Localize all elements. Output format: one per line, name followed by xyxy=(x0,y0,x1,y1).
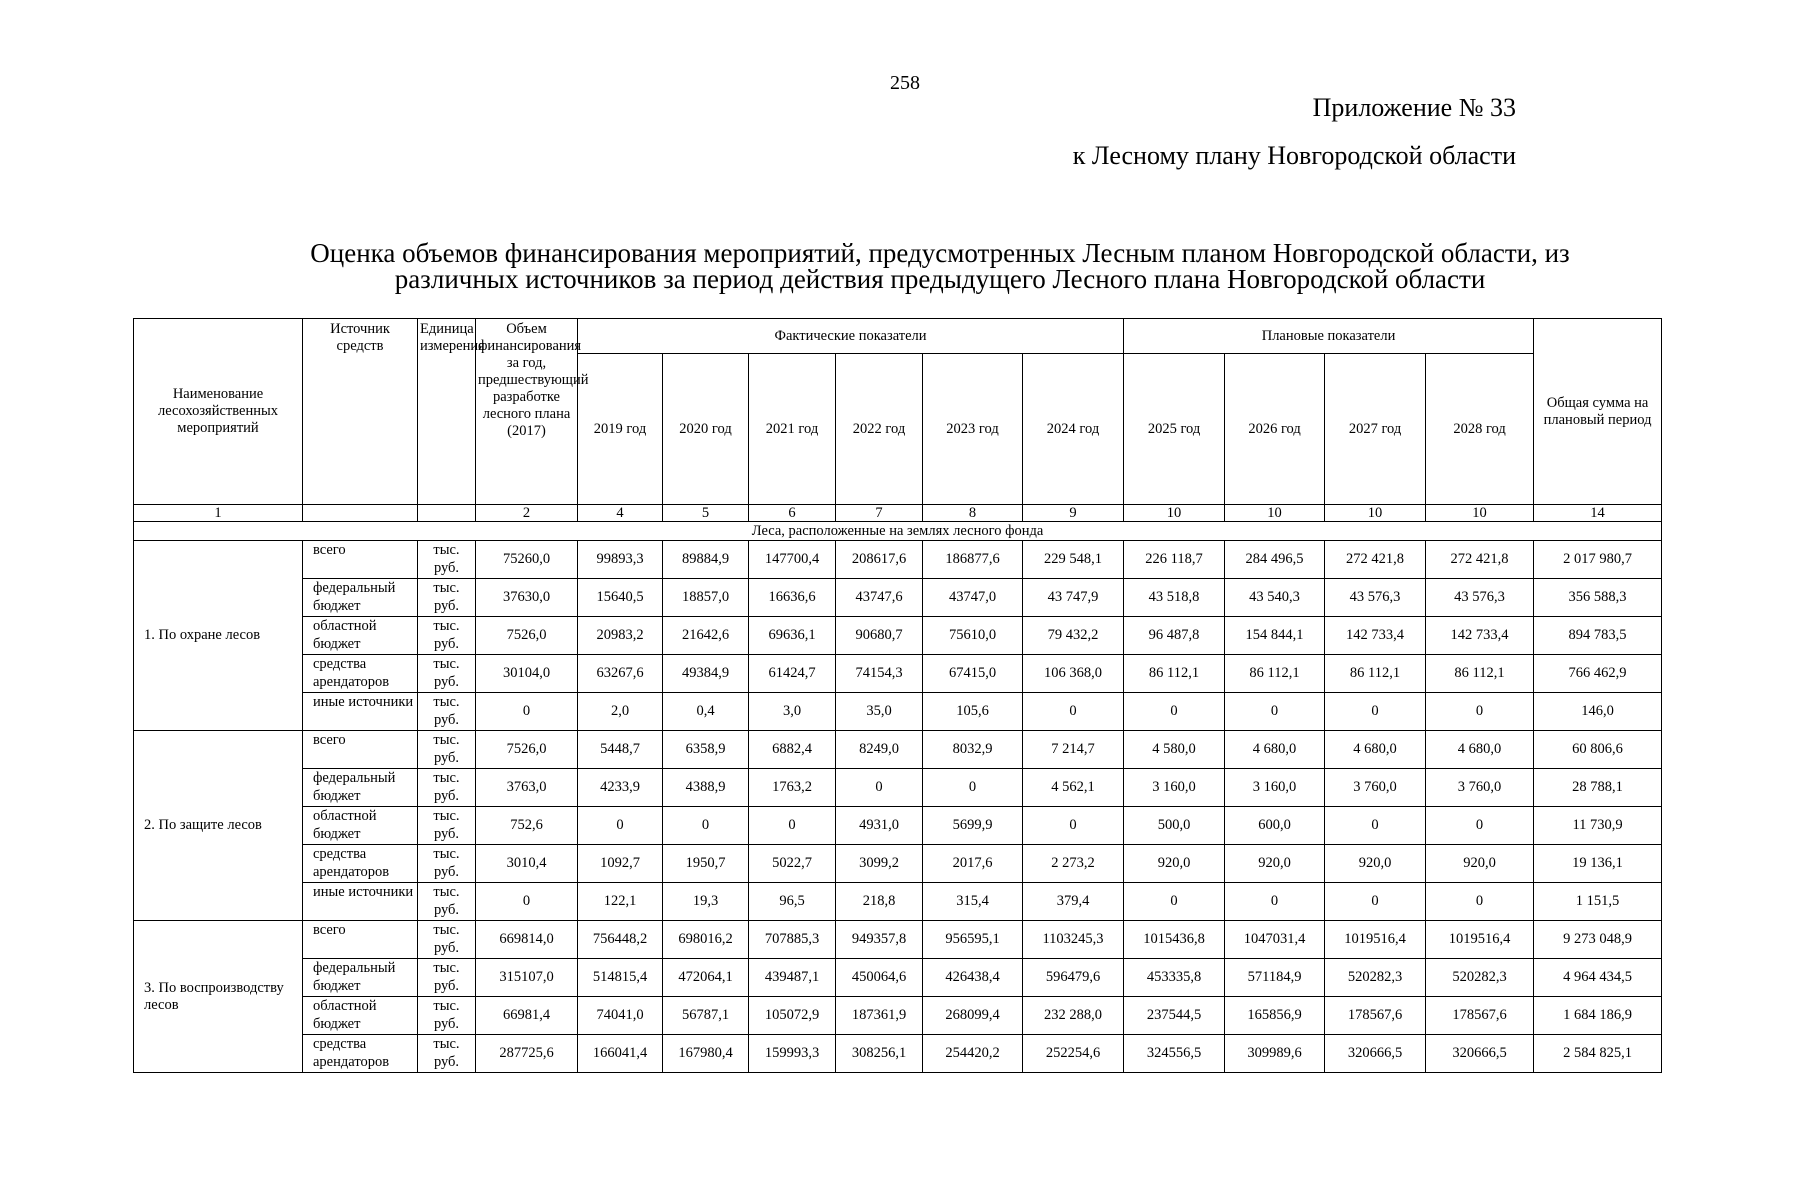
value-cell: 2 273,2 xyxy=(1023,845,1124,883)
value-cell: 500,0 xyxy=(1124,807,1225,845)
value-cell: 1103245,3 xyxy=(1023,921,1124,959)
column-number: 10 xyxy=(1225,505,1325,522)
value-cell: 75260,0 xyxy=(476,541,578,579)
header-year: 2028 год xyxy=(1426,354,1534,505)
value-cell: 2017,6 xyxy=(923,845,1023,883)
unit-cell: тыс. руб. xyxy=(418,883,476,921)
value-cell: 67415,0 xyxy=(923,655,1023,693)
value-cell: 105072,9 xyxy=(749,997,836,1035)
value-cell: 4388,9 xyxy=(663,769,749,807)
value-cell: 56787,1 xyxy=(663,997,749,1035)
source-cell: иные источники xyxy=(303,693,418,731)
page-number: 258 xyxy=(890,72,920,94)
source-cell: средства арендаторов xyxy=(303,1035,418,1073)
header-planned: Плановые показатели xyxy=(1124,319,1534,354)
value-cell: 8249,0 xyxy=(836,731,923,769)
value-cell: 1019516,4 xyxy=(1325,921,1426,959)
value-cell: 0 xyxy=(1325,807,1426,845)
unit-cell: тыс. руб. xyxy=(418,807,476,845)
value-cell: 16636,6 xyxy=(749,579,836,617)
value-cell: 472064,1 xyxy=(663,959,749,997)
source-cell: областной бюджет xyxy=(303,617,418,655)
table-row xyxy=(134,959,1662,997)
section-label: Леса, расположенные на землях лесного фонда xyxy=(134,522,1662,541)
column-number: 14 xyxy=(1534,505,1662,522)
header-year: 2024 год xyxy=(1023,354,1124,505)
value-cell: 439487,1 xyxy=(749,959,836,997)
value-cell: 315,4 xyxy=(923,883,1023,921)
header-volume-2017: Объем финансирования за год, предшествующий разработке лесного плана (2017) xyxy=(476,319,578,505)
value-cell: 60 806,6 xyxy=(1534,731,1662,769)
title-line-1: Оценка объемов финансирования мероприятий, предусмотренных Лесным планом Новгородской области, из xyxy=(310,238,1570,268)
value-cell: 1047031,4 xyxy=(1225,921,1325,959)
value-cell: 96,5 xyxy=(749,883,836,921)
column-number: 6 xyxy=(749,505,836,522)
value-cell: 520282,3 xyxy=(1325,959,1426,997)
value-cell: 43 540,3 xyxy=(1225,579,1325,617)
value-cell: 0 xyxy=(923,769,1023,807)
value-cell: 90680,7 xyxy=(836,617,923,655)
value-cell: 1092,7 xyxy=(578,845,663,883)
activity-name: 1. По охране лесов xyxy=(134,541,303,731)
value-cell: 4 680,0 xyxy=(1225,731,1325,769)
value-cell: 3 160,0 xyxy=(1225,769,1325,807)
value-cell: 86 112,1 xyxy=(1325,655,1426,693)
column-number: 4 xyxy=(578,505,663,522)
value-cell: 571184,9 xyxy=(1225,959,1325,997)
unit-cell: тыс. руб. xyxy=(418,997,476,1035)
value-cell: 86 112,1 xyxy=(1124,655,1225,693)
value-cell: 142 733,4 xyxy=(1426,617,1534,655)
column-number: 10 xyxy=(1426,505,1534,522)
value-cell: 11 730,9 xyxy=(1534,807,1662,845)
table-row xyxy=(134,579,1662,617)
value-cell: 166041,4 xyxy=(578,1035,663,1073)
value-cell: 4 680,0 xyxy=(1325,731,1426,769)
value-cell: 0,4 xyxy=(663,693,749,731)
value-cell: 1 151,5 xyxy=(1534,883,1662,921)
value-cell: 226 118,7 xyxy=(1124,541,1225,579)
table-row xyxy=(134,731,1662,769)
value-cell: 0 xyxy=(1325,883,1426,921)
value-cell: 74154,3 xyxy=(836,655,923,693)
value-cell: 920,0 xyxy=(1325,845,1426,883)
value-cell: 146,0 xyxy=(1534,693,1662,731)
value-cell: 3,0 xyxy=(749,693,836,731)
value-cell: 0 xyxy=(1426,807,1534,845)
header-year: 2019 год xyxy=(578,354,663,505)
value-cell: 4 680,0 xyxy=(1426,731,1534,769)
value-cell: 37630,0 xyxy=(476,579,578,617)
value-cell: 514815,4 xyxy=(578,959,663,997)
header-year: 2023 год xyxy=(923,354,1023,505)
value-cell: 66981,4 xyxy=(476,997,578,1035)
value-cell: 320666,5 xyxy=(1325,1035,1426,1073)
value-cell: 0 xyxy=(1124,693,1225,731)
value-cell: 756448,2 xyxy=(578,921,663,959)
unit-cell: тыс. руб. xyxy=(418,769,476,807)
value-cell: 3 760,0 xyxy=(1325,769,1426,807)
value-cell: 0 xyxy=(1023,807,1124,845)
activity-name: 2. По защите лесов xyxy=(134,731,303,921)
value-cell: 21642,6 xyxy=(663,617,749,655)
value-cell: 4931,0 xyxy=(836,807,923,845)
value-cell: 0 xyxy=(1225,693,1325,731)
value-cell: 0 xyxy=(1124,883,1225,921)
source-cell: средства арендаторов xyxy=(303,845,418,883)
column-number: 10 xyxy=(1124,505,1225,522)
value-cell: 6358,9 xyxy=(663,731,749,769)
value-cell: 75610,0 xyxy=(923,617,1023,655)
unit-cell: тыс. руб. xyxy=(418,693,476,731)
source-cell: иные источники xyxy=(303,883,418,921)
value-cell: 19,3 xyxy=(663,883,749,921)
value-cell: 106 368,0 xyxy=(1023,655,1124,693)
value-cell: 450064,6 xyxy=(836,959,923,997)
value-cell: 147700,4 xyxy=(749,541,836,579)
value-cell: 154 844,1 xyxy=(1225,617,1325,655)
value-cell: 1 684 186,9 xyxy=(1534,997,1662,1035)
column-number: 5 xyxy=(663,505,749,522)
value-cell: 229 548,1 xyxy=(1023,541,1124,579)
header-unit: Единица измерения xyxy=(418,319,476,505)
table-row xyxy=(134,617,1662,655)
unit-cell: тыс. руб. xyxy=(418,1035,476,1073)
value-cell: 178567,6 xyxy=(1325,997,1426,1035)
table-row xyxy=(134,693,1662,731)
header-actual: Фактические показатели xyxy=(578,319,1124,354)
source-cell: всего xyxy=(303,921,418,959)
unit-cell: тыс. руб. xyxy=(418,845,476,883)
value-cell: 324556,5 xyxy=(1124,1035,1225,1073)
value-cell: 309989,6 xyxy=(1225,1035,1325,1073)
table-row xyxy=(134,541,1662,579)
value-cell: 2,0 xyxy=(578,693,663,731)
value-cell: 0 xyxy=(578,807,663,845)
value-cell: 894 783,5 xyxy=(1534,617,1662,655)
value-cell: 43 518,8 xyxy=(1124,579,1225,617)
header-year: 2026 год xyxy=(1225,354,1325,505)
section-row xyxy=(134,522,1662,541)
value-cell: 287725,6 xyxy=(476,1035,578,1073)
table-row xyxy=(134,997,1662,1035)
value-cell: 0 xyxy=(749,807,836,845)
column-number xyxy=(418,505,476,522)
table-row xyxy=(134,807,1662,845)
header-source: Источник средств xyxy=(303,319,418,505)
header-year: 2025 год xyxy=(1124,354,1225,505)
table-row xyxy=(134,921,1662,959)
value-cell: 43 576,3 xyxy=(1325,579,1426,617)
value-cell: 5448,7 xyxy=(578,731,663,769)
value-cell: 122,1 xyxy=(578,883,663,921)
value-cell: 920,0 xyxy=(1225,845,1325,883)
appendix-title: Приложение № 33 xyxy=(1312,93,1516,122)
value-cell: 0 xyxy=(663,807,749,845)
value-cell: 43 576,3 xyxy=(1426,579,1534,617)
value-cell: 252254,6 xyxy=(1023,1035,1124,1073)
value-cell: 18857,0 xyxy=(663,579,749,617)
value-cell: 5699,9 xyxy=(923,807,1023,845)
value-cell: 2 017 980,7 xyxy=(1534,541,1662,579)
unit-cell: тыс. руб. xyxy=(418,655,476,693)
table-row xyxy=(134,883,1662,921)
value-cell: 3 160,0 xyxy=(1124,769,1225,807)
column-number: 8 xyxy=(923,505,1023,522)
value-cell: 159993,3 xyxy=(749,1035,836,1073)
value-cell: 30104,0 xyxy=(476,655,578,693)
value-cell: 7 214,7 xyxy=(1023,731,1124,769)
value-cell: 0 xyxy=(836,769,923,807)
table-row xyxy=(134,1035,1662,1073)
value-cell: 268099,4 xyxy=(923,997,1023,1035)
value-cell: 43747,6 xyxy=(836,579,923,617)
source-cell: средства арендаторов xyxy=(303,655,418,693)
value-cell: 920,0 xyxy=(1124,845,1225,883)
value-cell: 99893,3 xyxy=(578,541,663,579)
table-row xyxy=(134,845,1662,883)
value-cell: 0 xyxy=(1426,883,1534,921)
value-cell: 15640,5 xyxy=(578,579,663,617)
value-cell: 1019516,4 xyxy=(1426,921,1534,959)
value-cell: 254420,2 xyxy=(923,1035,1023,1073)
value-cell: 4 964 434,5 xyxy=(1534,959,1662,997)
value-cell: 8032,9 xyxy=(923,731,1023,769)
source-cell: всего xyxy=(303,731,418,769)
value-cell: 0 xyxy=(1225,883,1325,921)
value-cell: 600,0 xyxy=(1225,807,1325,845)
column-number: 1 xyxy=(134,505,303,522)
value-cell: 142 733,4 xyxy=(1325,617,1426,655)
value-cell: 379,4 xyxy=(1023,883,1124,921)
value-cell: 6882,4 xyxy=(749,731,836,769)
value-cell: 4 562,1 xyxy=(1023,769,1124,807)
table-row xyxy=(134,769,1662,807)
value-cell: 3763,0 xyxy=(476,769,578,807)
value-cell: 187361,9 xyxy=(836,997,923,1035)
value-cell: 3010,4 xyxy=(476,845,578,883)
value-cell: 707885,3 xyxy=(749,921,836,959)
value-cell: 3 760,0 xyxy=(1426,769,1534,807)
value-cell: 0 xyxy=(1426,693,1534,731)
value-cell: 956595,1 xyxy=(923,921,1023,959)
value-cell: 0 xyxy=(476,693,578,731)
header-row-1 xyxy=(134,319,1662,354)
value-cell: 698016,2 xyxy=(663,921,749,959)
value-cell: 272 421,8 xyxy=(1325,541,1426,579)
value-cell: 0 xyxy=(476,883,578,921)
value-cell: 308256,1 xyxy=(836,1035,923,1073)
value-cell: 284 496,5 xyxy=(1225,541,1325,579)
value-cell: 356 588,3 xyxy=(1534,579,1662,617)
value-cell: 1950,7 xyxy=(663,845,749,883)
value-cell: 43747,0 xyxy=(923,579,1023,617)
title-line-2: различных источников за период действия предыдущего Лесного плана Новгородской области xyxy=(394,264,1486,294)
source-cell: областной бюджет xyxy=(303,807,418,845)
unit-cell: тыс. руб. xyxy=(418,541,476,579)
document-title xyxy=(270,240,1610,292)
value-cell: 237544,5 xyxy=(1124,997,1225,1035)
value-cell: 453335,8 xyxy=(1124,959,1225,997)
source-cell: федеральный бюджет xyxy=(303,769,418,807)
unit-cell: тыс. руб. xyxy=(418,959,476,997)
value-cell: 9 273 048,9 xyxy=(1534,921,1662,959)
value-cell: 4233,9 xyxy=(578,769,663,807)
value-cell: 19 136,1 xyxy=(1534,845,1662,883)
value-cell: 5022,7 xyxy=(749,845,836,883)
header-year: 2022 год xyxy=(836,354,923,505)
value-cell: 89884,9 xyxy=(663,541,749,579)
value-cell: 2 584 825,1 xyxy=(1534,1035,1662,1073)
header-total: Общая сумма на плановый период xyxy=(1534,319,1662,505)
unit-cell: тыс. руб. xyxy=(418,731,476,769)
value-cell: 232 288,0 xyxy=(1023,997,1124,1035)
column-number: 2 xyxy=(476,505,578,522)
column-number: 9 xyxy=(1023,505,1124,522)
value-cell: 186877,6 xyxy=(923,541,1023,579)
value-cell: 1763,2 xyxy=(749,769,836,807)
value-cell: 167980,4 xyxy=(663,1035,749,1073)
value-cell: 105,6 xyxy=(923,693,1023,731)
column-number: 10 xyxy=(1325,505,1426,522)
value-cell: 218,8 xyxy=(836,883,923,921)
value-cell: 426438,4 xyxy=(923,959,1023,997)
value-cell: 520282,3 xyxy=(1426,959,1534,997)
value-cell: 178567,6 xyxy=(1426,997,1534,1035)
source-cell: всего xyxy=(303,541,418,579)
value-cell: 596479,6 xyxy=(1023,959,1124,997)
unit-cell: тыс. руб. xyxy=(418,579,476,617)
value-cell: 165856,9 xyxy=(1225,997,1325,1035)
value-cell: 74041,0 xyxy=(578,997,663,1035)
column-number: 7 xyxy=(836,505,923,522)
value-cell: 208617,6 xyxy=(836,541,923,579)
value-cell: 669814,0 xyxy=(476,921,578,959)
header-year: 2027 год xyxy=(1325,354,1426,505)
value-cell: 0 xyxy=(1325,693,1426,731)
value-cell: 272 421,8 xyxy=(1426,541,1534,579)
value-cell: 63267,6 xyxy=(578,655,663,693)
header-name: Наименование лесохозяйственных мероприятий xyxy=(134,319,303,505)
value-cell: 7526,0 xyxy=(476,731,578,769)
column-number-row xyxy=(134,505,1662,522)
activity-name: 3. По воспроизводству лесов xyxy=(134,921,303,1073)
value-cell: 35,0 xyxy=(836,693,923,731)
value-cell: 920,0 xyxy=(1426,845,1534,883)
unit-cell: тыс. руб. xyxy=(418,617,476,655)
value-cell: 28 788,1 xyxy=(1534,769,1662,807)
value-cell: 96 487,8 xyxy=(1124,617,1225,655)
value-cell: 61424,7 xyxy=(749,655,836,693)
source-cell: областной бюджет xyxy=(303,997,418,1035)
value-cell: 86 112,1 xyxy=(1225,655,1325,693)
value-cell: 0 xyxy=(1023,693,1124,731)
value-cell: 4 580,0 xyxy=(1124,731,1225,769)
value-cell: 320666,5 xyxy=(1426,1035,1534,1073)
value-cell: 86 112,1 xyxy=(1426,655,1534,693)
source-cell: федеральный бюджет xyxy=(303,959,418,997)
value-cell: 752,6 xyxy=(476,807,578,845)
unit-cell: тыс. руб. xyxy=(418,921,476,959)
value-cell: 79 432,2 xyxy=(1023,617,1124,655)
table-row xyxy=(134,655,1662,693)
value-cell: 49384,9 xyxy=(663,655,749,693)
value-cell: 69636,1 xyxy=(749,617,836,655)
value-cell: 43 747,9 xyxy=(1023,579,1124,617)
value-cell: 3099,2 xyxy=(836,845,923,883)
value-cell: 315107,0 xyxy=(476,959,578,997)
value-cell: 766 462,9 xyxy=(1534,655,1662,693)
value-cell: 949357,8 xyxy=(836,921,923,959)
appendix-subtitle: к Лесному плану Новгородской области xyxy=(1072,141,1516,170)
source-cell: федеральный бюджет xyxy=(303,579,418,617)
value-cell: 7526,0 xyxy=(476,617,578,655)
header-year: 2020 год xyxy=(663,354,749,505)
column-number xyxy=(303,505,418,522)
value-cell: 1015436,8 xyxy=(1124,921,1225,959)
header-year: 2021 год xyxy=(749,354,836,505)
value-cell: 20983,2 xyxy=(578,617,663,655)
financing-table xyxy=(133,318,1662,1073)
